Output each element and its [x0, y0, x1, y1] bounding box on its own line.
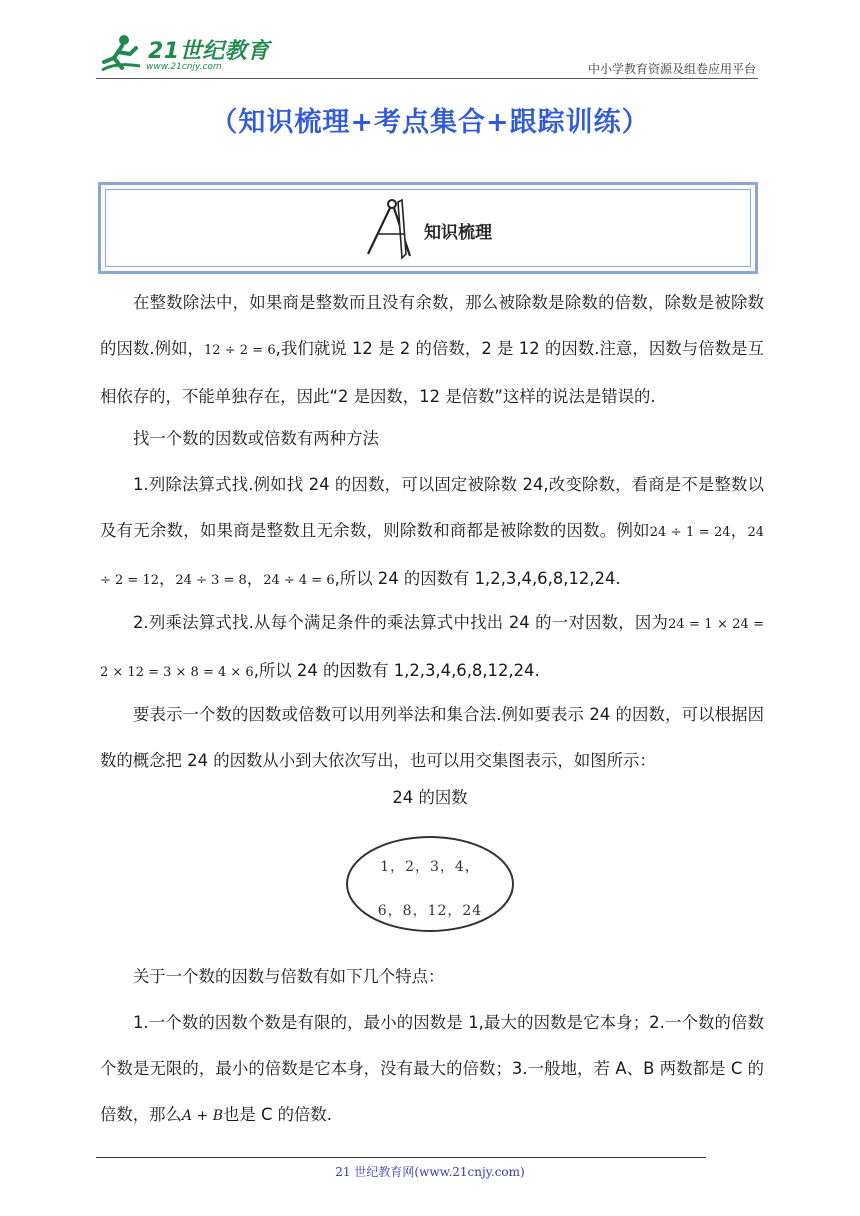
- paragraph-methods-intro: 找一个数的因数或倍数有两种方法: [133, 429, 379, 448]
- header-divider: [96, 78, 758, 79]
- math-expression: A + B: [181, 1108, 223, 1124]
- paragraph-division-method: 1.列除法算式找.例如找 24 的因数，可以固定被除数 24,改变除数，看商是不是整数以及有无余数，如果商是整数且无余数，则除数和商都是被除数的因数。例如24 ÷ 1 = 24，24 ÷ 2 = 12，24 ÷ 3 = 8，24 ÷ 4 = 6,所以 24 的因数有 1,2,3,4,6,8,12,24.: [100, 475, 765, 588]
- venn-line-2: 6，8，12，24: [377, 903, 483, 919]
- paragraph-representation: 要表示一个数的因数或倍数可以用列举法和集合法.例如要表示 24 的因数，可以根据因数的概念把 24 的因数从小到大依次写出，也可以用交集图表示，如图所示：: [100, 705, 764, 770]
- paragraph-definition: 在整数除法中，如果商是整数而且没有余数，那么被除数是除数的倍数，除数是被除数的因数.例如，12 ÷ 2 = 6,我们就说 12 是 2 的倍数，2 是 12 的因数.注意，因数与倍数是互相依存的，不能单独存在，因此“2 是因数，12 是倍数”这样的说法是错误的.: [100, 293, 764, 406]
- logo-url: www.21cnjy.com: [146, 62, 222, 72]
- runner-logo-icon: [96, 32, 146, 76]
- venn-line-1: 1，2，3，4，: [380, 859, 480, 875]
- paragraph-features: 1.一个数的因数个数是有限的，最小的因数是 1,最大的因数是它本身；2.一个数的倍数个数是无限的，最小的倍数是它本身，没有最大的倍数；3.一般地，若 A、B 两数都是 C 的倍数，那么A + B也是 C 的倍数.: [100, 1013, 764, 1124]
- header-platform-name: 中小学教育资源及组卷应用平台: [587, 62, 756, 76]
- venn-title: 24 的因数: [392, 788, 468, 807]
- document-title: （知识梳理+考点集合+跟踪训练）: [210, 107, 650, 138]
- math-expression: 12 ÷ 2 = 6: [203, 343, 276, 358]
- venn-diagram: [344, 834, 516, 934]
- compass-icon: [362, 196, 422, 266]
- site-logo[interactable]: [96, 32, 270, 78]
- math-expression: 24 = 1 × 24 = 2 × 12 = 3 × 8 = 4 × 6: [100, 617, 764, 680]
- logo-text: 21世纪教育: [148, 39, 270, 64]
- section-label: 知识梳理: [424, 223, 492, 243]
- footer-divider: [96, 1157, 706, 1158]
- footer-link[interactable]: 21 世纪教育网(www.21cnjy.com): [335, 1165, 525, 1179]
- paragraph-features-intro: 关于一个数的因数与倍数有如下几个特点：: [133, 967, 445, 986]
- paragraph-multiplication-method: 2.列乘法算式找.从每个满足条件的乘法算式中找出 24 的一对因数，因为24 = 1 × 24 = 2 × 12 = 3 × 8 = 4 × 6,所以 24 的因数有 1,2,3,4,6,8,12,24.: [100, 613, 764, 680]
